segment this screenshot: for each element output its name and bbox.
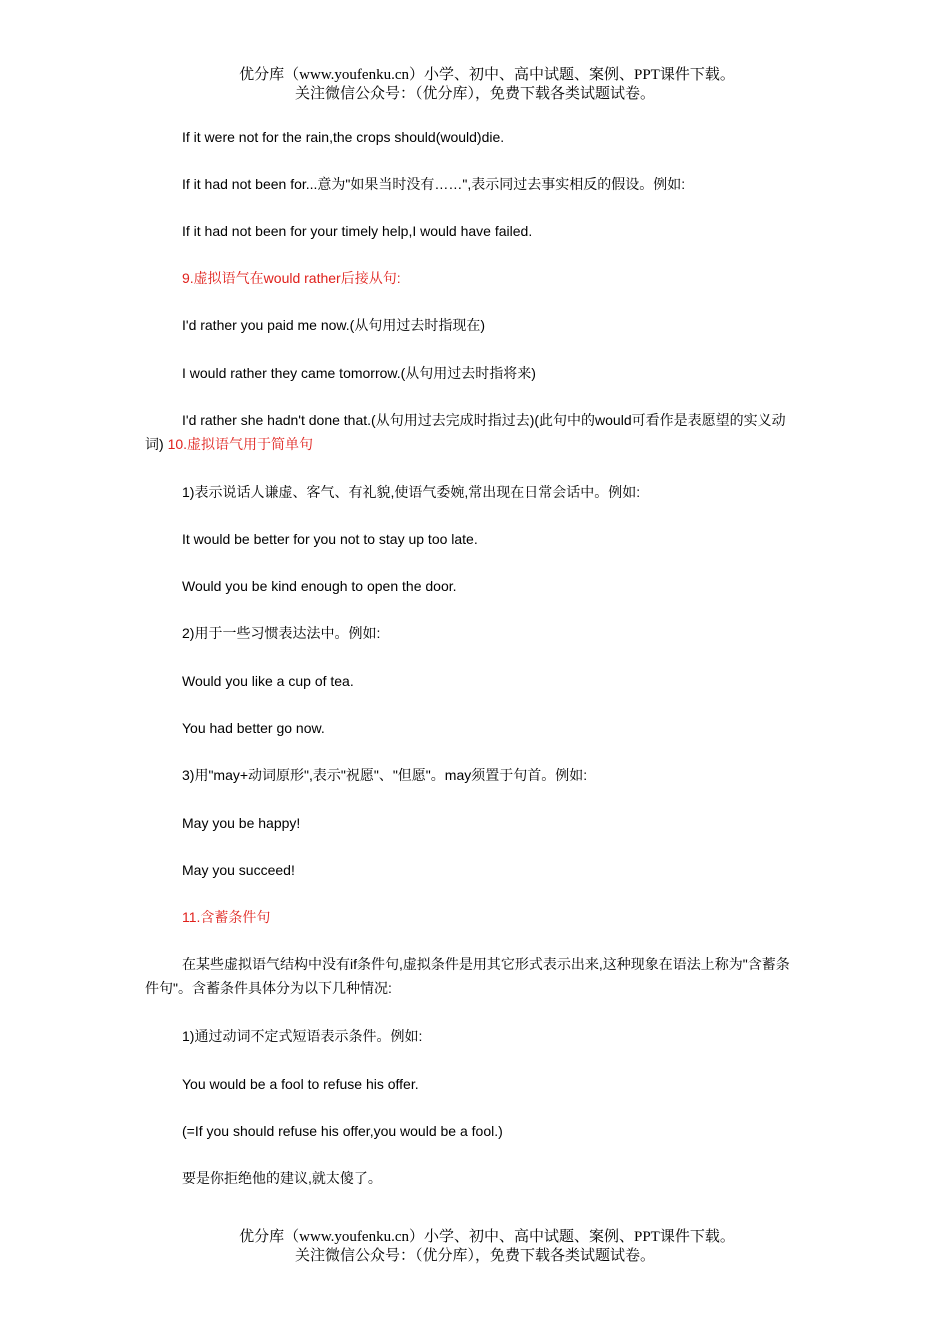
paragraph: 要是你拒绝他的建议,就太傻了。 bbox=[182, 1170, 382, 1186]
paragraph-text: I'd rather she hadn't done that.(从句用过去完成时指过去)(此句中的would可看作是表愿望的实义动词) bbox=[145, 412, 786, 452]
paragraph: 1)表示说话人谦虚、客气、有礼貌,使语气委婉,常出现在日常会话中。例如: bbox=[182, 484, 641, 500]
page-header bbox=[0, 66, 950, 104]
paragraph-with-heading bbox=[145, 408, 800, 456]
section-heading-10: 10.虚拟语气用于简单句 bbox=[167, 436, 314, 452]
paragraph: Would you be kind enough to open the door. bbox=[182, 578, 457, 594]
header-line-1: 优分库（www.youfenku.cn）小学、初中、高中试题、案例、PPT课件下载。 bbox=[239, 67, 735, 83]
paragraph: You would be a fool to refuse his offer. bbox=[182, 1076, 419, 1092]
section-heading-11: 11.含蓄条件句 bbox=[182, 909, 271, 925]
paragraph: You had better go now. bbox=[182, 720, 325, 736]
paragraph: If it were not for the rain,the crops should(would)die. bbox=[182, 129, 505, 145]
footer-line-1: 优分库（www.youfenku.cn）小学、初中、高中试题、案例、PPT课件下载。 bbox=[239, 1229, 735, 1245]
footer-line-2: 关注微信公众号：（优分库），免费下载各类试题试卷。 bbox=[294, 1248, 655, 1264]
paragraph: If it had not been for...意为"如果当时没有……",表示同过去事实相反的假设。例如: bbox=[182, 176, 686, 192]
paragraph: May you succeed! bbox=[182, 862, 295, 878]
paragraph: Would you like a cup of tea. bbox=[182, 673, 354, 689]
paragraph: It would be better for you not to stay up too late. bbox=[182, 531, 478, 547]
paragraph: I would rather they came tomorrow.(从句用过去时指将来) bbox=[182, 365, 536, 381]
paragraph: 3)用"may+动词原形",表示"祝愿"、"但愿"。may须置于句首。例如: bbox=[182, 767, 588, 783]
header-line-2: 关注微信公众号：（优分库），免费下载各类试题试卷。 bbox=[294, 86, 655, 102]
paragraph: (=If you should refuse his offer,you would be a fool.) bbox=[182, 1123, 503, 1139]
paragraph: I'd rather you paid me now.(从句用过去时指现在) bbox=[182, 317, 485, 333]
paragraph: 在某些虚拟语气结构中没有if条件句,虚拟条件是用其它形式表示出来,这种现象在语法上称为"含蓄条件句"。含蓄条件具体分为以下几种情况: bbox=[145, 956, 790, 996]
paragraph: If it had not been for your timely help,I would have failed. bbox=[182, 223, 533, 239]
page-footer bbox=[0, 1228, 950, 1266]
paragraph: 1)通过动词不定式短语表示条件。例如: bbox=[182, 1028, 423, 1044]
paragraph: 2)用于一些习惯表达法中。例如: bbox=[182, 625, 381, 641]
paragraph: May you be happy! bbox=[182, 815, 301, 831]
section-heading-9: 9.虚拟语气在would rather后接从句: bbox=[182, 270, 401, 286]
